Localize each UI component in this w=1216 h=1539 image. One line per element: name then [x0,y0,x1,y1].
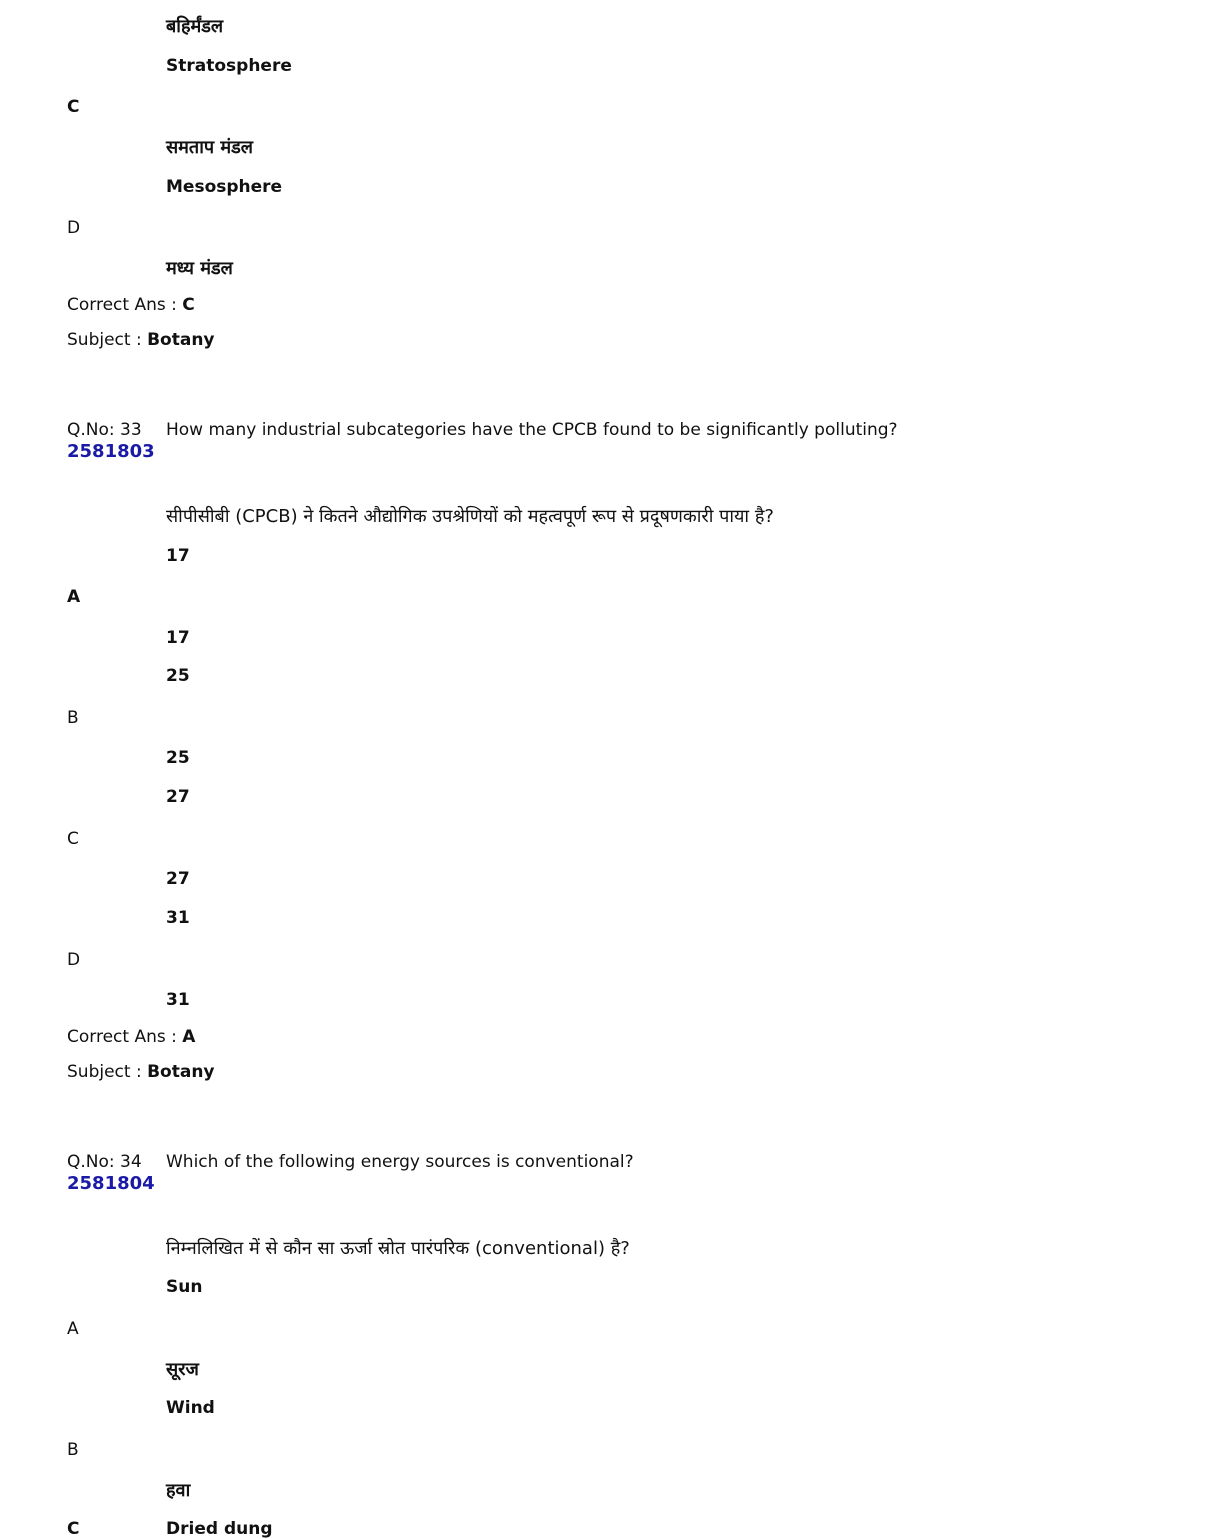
option-letter: B [67,1440,79,1460]
option-hindi-text: 17 [166,628,190,648]
subject-label: Subject : [67,1062,142,1082]
option-letter: C [67,1519,80,1539]
option-hindi-text: मध्य मंडल [166,258,233,279]
question-id: 2581804 [67,1173,155,1194]
correct-answer-value: C [182,295,195,315]
option-english-text: 27 [166,787,190,807]
option-letter: C [67,97,80,117]
correct-answer-value: A [182,1027,196,1047]
option-hindi-text: समताप मंडल [166,137,253,158]
option-letter: B [67,708,79,728]
question-hindi-text: निम्नलिखित में से कौन सा ऊर्जा स्रोत पारंपरिक (conventional) है? [166,1238,630,1259]
option-letter: D [67,950,81,970]
subject-value: Botany [147,330,215,350]
option-letter: D [67,218,81,238]
option-english-text: 31 [166,908,190,928]
question-english-text: Which of the following energy sources is conventional? [166,1152,634,1172]
correct-answer-label: Correct Ans : [67,295,177,315]
option-hindi-text: 31 [166,990,190,1010]
option-letter: C [67,829,79,849]
subject-row [67,332,215,349]
correct-answer-row [67,297,195,314]
question-number: Q.No: 33 [67,420,142,440]
subject-label: Subject : [67,330,142,350]
subject-row [67,1064,215,1081]
option-hindi-text: बहिर्मंडल [166,16,224,37]
option-letter: A [67,1319,79,1339]
option-english-text: 17 [166,546,190,566]
question-hindi-text: सीपीसीबी (CPCB) ने कितने औद्योगिक उपश्रेणियों को महत्वपूर्ण रूप से प्रदूषणकारी पाया है? [166,506,774,527]
option-hindi-text: 27 [166,869,190,889]
option-hindi-text: सूरज [166,1359,199,1380]
question-id: 2581803 [67,441,155,462]
question-english-text: How many industrial subcategories have the CPCB found to be significantly polluting? [166,420,898,440]
option-english-text: Dried dung [166,1519,273,1539]
option-hindi-text: हवा [166,1480,191,1501]
option-english-text: 25 [166,666,190,686]
subject-value: Botany [147,1062,215,1082]
option-hindi-text: 25 [166,748,190,768]
option-english-text: Sun [166,1277,203,1297]
option-english-text: Wind [166,1398,215,1418]
option-english-text: Stratosphere [166,56,292,76]
option-english-text: Mesosphere [166,177,283,197]
option-letter: A [67,587,81,607]
question-number: Q.No: 34 [67,1152,142,1172]
correct-answer-row [67,1029,195,1046]
correct-answer-label: Correct Ans : [67,1027,177,1047]
